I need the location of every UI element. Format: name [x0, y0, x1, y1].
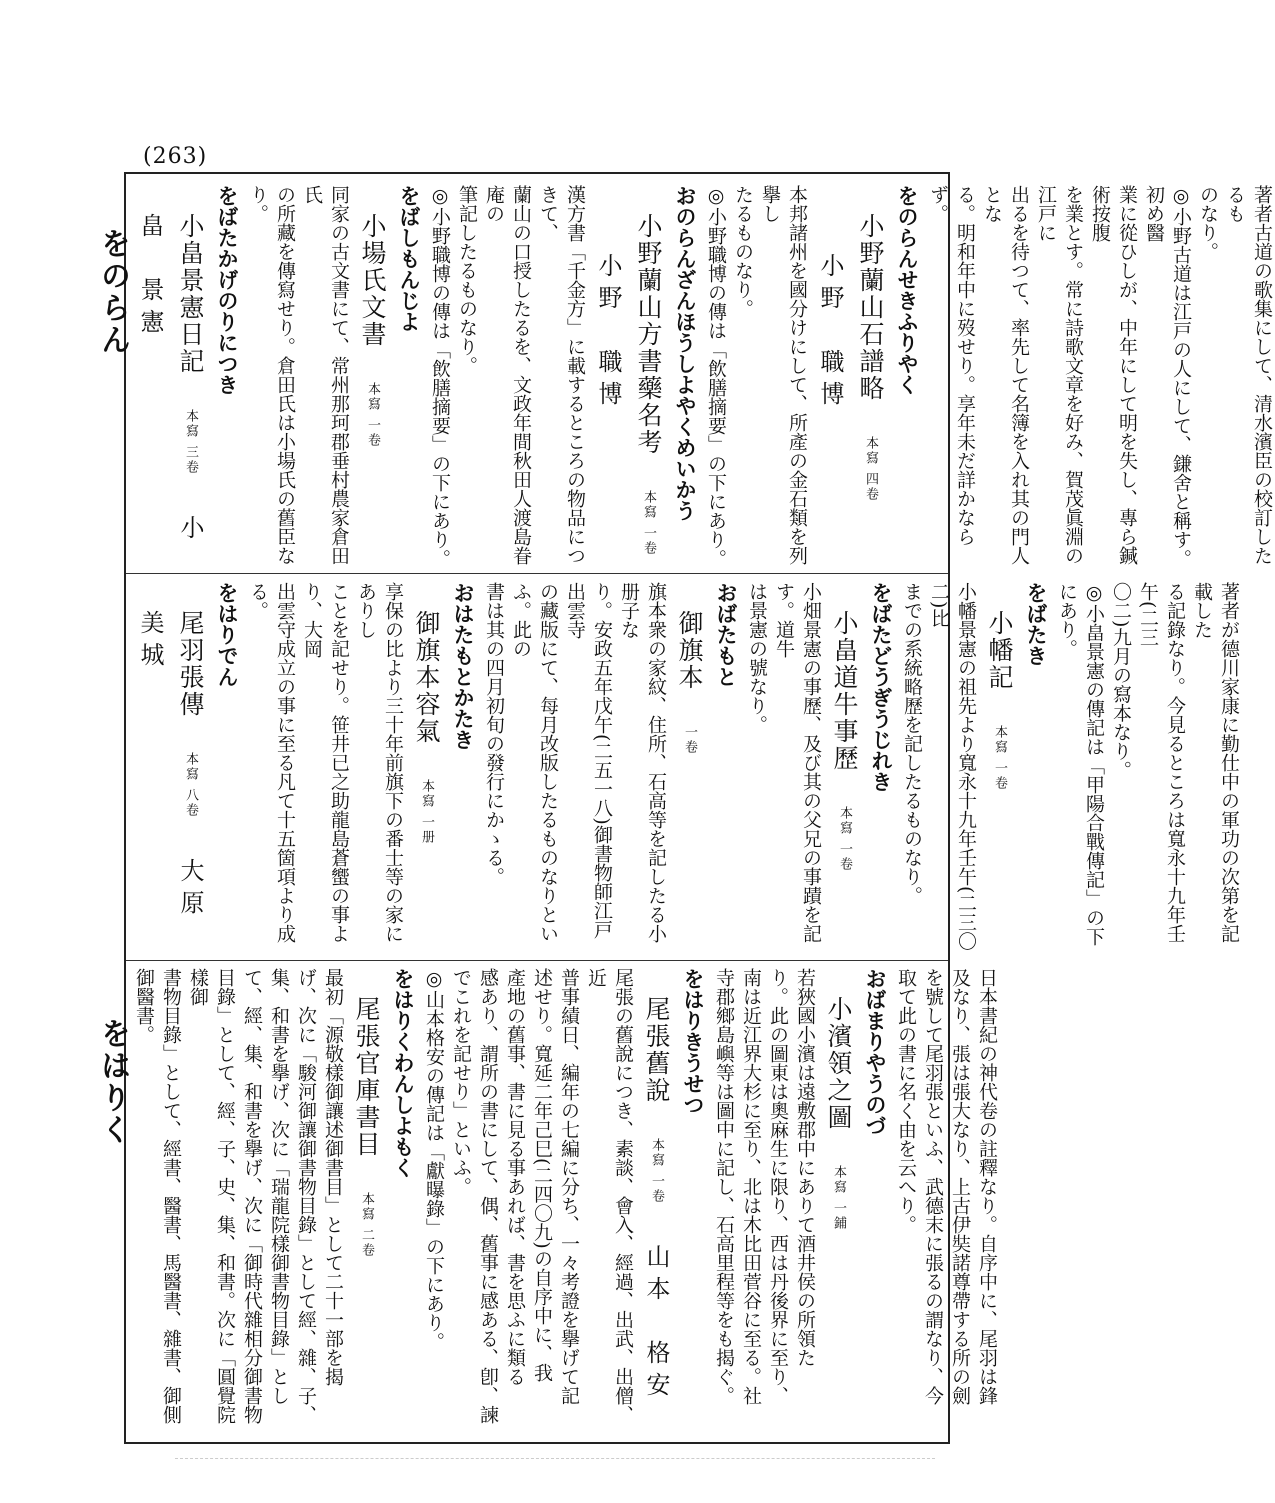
- text: おのらんざんほうしよやくめいかう: [673, 185, 698, 521]
- entry-title: 小野蘭山方書藥名考: [634, 213, 663, 456]
- text: をのらんせきふりやく: [895, 185, 920, 395]
- text: て、經、集、和書を擧げ、次に「御時代雜相分御書物: [241, 968, 263, 1424]
- entry-title-line: [130, 582, 210, 956]
- body-text-line: [555, 968, 582, 1438]
- text: ことを記せり。笹井已之助龍島蒼蠁の事より、大岡: [301, 582, 350, 943]
- body-text-line: [453, 185, 480, 569]
- text: をばたかげのりにつき: [215, 185, 240, 395]
- body-text-line: [480, 185, 534, 569]
- body-text-line: [756, 185, 810, 569]
- body-text-line: [770, 582, 824, 956]
- margin-index-top: をのらん: [95, 228, 130, 356]
- body-text-line: [924, 185, 978, 569]
- body-text-line: [743, 582, 770, 956]
- body-text-line: [615, 582, 669, 956]
- body-text-line: [1188, 582, 1242, 956]
- body-text-line: [729, 185, 756, 569]
- entry-title-line: [818, 968, 858, 1438]
- entry-title: 小場氏文書: [358, 213, 387, 348]
- text: 最初「源敬樣御讓述御書目」として二十一部を揭: [322, 968, 344, 1386]
- text: 及なり、張は張大なり、上古伊奘諾尊帶する所の劍: [949, 968, 971, 1405]
- entry-reading-heading: [890, 185, 924, 569]
- body-text-line: [244, 185, 298, 569]
- body-text-line: [474, 968, 501, 1438]
- text: のなり。: [1197, 185, 1219, 261]
- entry-author: 大原 美城: [136, 610, 204, 955]
- entry-reading-heading: [676, 968, 710, 1438]
- text: 日本書紀の神代卷の註釋なり。自序中に、尾羽は鋒: [976, 968, 998, 1405]
- body-text-line: [1107, 582, 1134, 956]
- text: 享保の比より三十年前旗下の番士等の家にありし: [355, 582, 404, 943]
- entry-reading-heading: [864, 582, 898, 956]
- text: 同家の古文書にて、常州那珂郡垂村農家倉田氏: [301, 185, 350, 565]
- entry-title-line: [979, 582, 1019, 956]
- text: までの系統略歷を記したるものなり。: [901, 582, 923, 905]
- body-text-line: [480, 582, 507, 956]
- text: をばしもんじよ: [397, 185, 422, 332]
- entry-reading-heading: [1019, 582, 1053, 956]
- entry-format: 本寫 八卷: [183, 752, 198, 819]
- text: ◎山本格安の傳記は「獻曝錄」の下にあり。: [423, 968, 445, 1351]
- text: ◎小野古道は江戸の人にして、鎌舍と稱す。初め醫: [1143, 185, 1192, 568]
- section-middle: [130, 582, 1240, 956]
- text: 小幡景憲の祖先より寬永十九年壬午(二三〇二)比: [928, 582, 977, 951]
- text: 著者古道の歌集にして、清水濱臣の校訂したるも: [1224, 185, 1273, 565]
- entry-reading-heading: [392, 185, 426, 569]
- entry-format: 一卷: [682, 725, 697, 755]
- section-divider: [126, 960, 948, 961]
- text: 蘭山の口授したるを、文政年間秋田人渡島眷庵の: [483, 185, 532, 565]
- body-text-line: [973, 968, 1000, 1438]
- text: をばたどうぎうじれき: [869, 582, 894, 792]
- text: 取て此の書に名く由を云へり。: [895, 968, 917, 1234]
- entry-title-line: [669, 582, 709, 956]
- text: 寺郡鄉島嶼等は圖中に記し、石高里程等をも揭ぐ。: [713, 968, 735, 1405]
- body-text-line: [501, 968, 528, 1438]
- body-text-line: [352, 582, 406, 956]
- entry-format: 本寫 二卷: [359, 1192, 374, 1259]
- text: をはりくわんしよもく: [391, 968, 416, 1178]
- entry-title: 尾羽張傳: [176, 610, 205, 718]
- text: おはたもとかたき: [451, 582, 476, 750]
- text: る記錄なり。今見るところは寬永十九年壬午(二三: [1137, 582, 1186, 943]
- body-text-line: [130, 968, 184, 1438]
- body-text-line: [946, 968, 973, 1438]
- text: げ、次に「駿河御讓御書物目錄」として經、雜、子、: [295, 968, 317, 1424]
- body-text-line: [892, 968, 919, 1438]
- body-text-line: [534, 185, 588, 569]
- entry-author: 小畠 景憲: [136, 213, 204, 548]
- entry-format: 本寫 一鋪: [831, 1165, 846, 1232]
- text: たるものなり。: [732, 185, 754, 318]
- body-text-line: [1086, 185, 1140, 569]
- section-divider: [126, 573, 948, 574]
- text: をはりきうせつ: [681, 968, 706, 1115]
- text-column: [130, 968, 1000, 1438]
- text: 產地の舊事、書に見る事あれば、書を思ふに類る: [504, 968, 526, 1386]
- text: ◎小野職博の傳は「飲膳摘要」の下にあり。: [705, 185, 727, 568]
- entry-title-line: [352, 185, 392, 569]
- entry-title: 御旗本: [675, 610, 704, 691]
- text: ◎小畠景憲の傳記は「甲陽合戰傳記」の下にあり。: [1056, 582, 1105, 946]
- body-text-line: [702, 185, 729, 569]
- body-text-line: [1134, 582, 1188, 956]
- body-text-line: [561, 582, 615, 956]
- body-text-line: [238, 968, 265, 1438]
- body-text-line: [582, 968, 636, 1438]
- entry-reading-heading: [210, 582, 244, 956]
- body-text-line: [420, 968, 447, 1438]
- body-text-line: [265, 968, 292, 1438]
- text: おばまりやうのづ: [863, 968, 888, 1136]
- body-text-line: [426, 185, 453, 569]
- entry-title: 小畠景憲日記: [176, 213, 205, 375]
- entry-title: 小野蘭山石譜略: [856, 213, 885, 402]
- entry-format: 本寫 一卷: [992, 725, 1007, 792]
- text: 若狹國小濱は遠敷郡中にありて酒井侯の所領た: [794, 968, 816, 1367]
- text: でこれを記せり」といふ。: [450, 968, 472, 1196]
- text: の所藏を傳寫せり。倉田氏は小場氏の舊臣なり。: [247, 185, 296, 565]
- margin-index-bottom: をはりく: [95, 1018, 130, 1146]
- entry-title-line: [588, 185, 668, 569]
- body-text-line: [1140, 185, 1194, 569]
- text: の藏版にて、每月改版したるものなりといふ。此の: [510, 582, 559, 943]
- entry-author: 小野 職博: [594, 253, 622, 413]
- entry-title: 小幡記: [985, 610, 1014, 691]
- text: をばたき: [1024, 582, 1049, 666]
- entry-format: 本寫 四卷: [863, 436, 878, 503]
- section-top: [130, 185, 1273, 569]
- body-text-line: [244, 582, 298, 956]
- entry-format: 本寫 三卷: [183, 409, 198, 476]
- body-text-line: [298, 185, 352, 569]
- text: を業とす。常に詩歌文章を好み、賀茂眞淵の江戸に: [1035, 185, 1084, 565]
- body-text-line: [978, 185, 1032, 569]
- text: 普事績日、編年の七編に分ち、一々考證を擧げて記: [558, 968, 580, 1405]
- text: 出雲守成立の事に至る凡て十五箇項より成る。: [247, 582, 296, 943]
- text: 書は其の四月初旬の發行にかゝる。: [483, 582, 505, 886]
- entry-title-line: [130, 185, 210, 569]
- entry-format: 本寫 一册: [419, 779, 434, 846]
- body-text-line: [319, 968, 346, 1438]
- page-number: (263): [143, 144, 208, 169]
- body-text-line: [710, 968, 737, 1438]
- entry-author: 山本 格安: [642, 1244, 670, 1405]
- text: 感あり、謂所の書にして、偶、舊事に感ある、卽、諫: [477, 968, 499, 1424]
- entry-format: 本寫 一卷: [837, 806, 852, 873]
- text: 〇二)九月の寫本なり。: [1110, 582, 1132, 780]
- text: おばたもと: [714, 582, 739, 687]
- entry-title: 小濱領之圖: [824, 996, 853, 1131]
- body-text-line: [791, 968, 818, 1438]
- body-text-line: [919, 968, 946, 1438]
- text: る。明和年中に歿せり。享年未だ詳かならず。: [927, 185, 976, 546]
- body-text-line: [1194, 185, 1221, 569]
- text: をはりでん: [215, 582, 240, 687]
- text: 目錄」として、經、子、史、集、和書。次に「圓覺院樣御: [187, 968, 236, 1424]
- body-text-line: [925, 582, 979, 956]
- entry-title: 尾張舊說: [642, 996, 671, 1104]
- body-text-line: [737, 968, 764, 1438]
- text: 漢方書「千金方」に載するところの物品につきて、: [537, 185, 586, 565]
- entry-title-line: [810, 185, 890, 569]
- text: 本邦諸州を國分けにして、所產の金石類を列擧し: [759, 185, 808, 565]
- body-text-line: [898, 582, 925, 956]
- entry-title-line: [406, 582, 446, 956]
- body-text-line: [1053, 582, 1107, 956]
- entry-format: 本寫 一卷: [365, 382, 380, 449]
- body-text-line: [292, 968, 319, 1438]
- section-bottom: [130, 968, 998, 1438]
- text: り。此の圖東は奧麻生に限り、西は丹後界に至り、: [767, 968, 789, 1405]
- text-column: [130, 582, 1242, 956]
- text: は景憲の號なり。: [746, 582, 768, 734]
- footer-rule: [175, 1458, 935, 1459]
- text: 筆記したるものなり。: [456, 185, 478, 375]
- text: 南は近江界大杉に至り、北は木比田菅谷に至る。社: [740, 968, 762, 1405]
- body-text-line: [764, 968, 791, 1438]
- text: 業に從ひしが、中年にして明を失し、專ら鍼術按腹: [1089, 185, 1138, 565]
- body-text-line: [447, 968, 474, 1438]
- entry-title-line: [636, 968, 676, 1438]
- entry-title-line: [346, 968, 386, 1438]
- entry-reading-heading: [668, 185, 702, 569]
- entry-format: 本寫 一卷: [641, 490, 656, 557]
- text: 出るを待つて、率先して名簿を入れ其の門人とな: [981, 185, 1030, 565]
- entry-reading-heading: [386, 968, 420, 1438]
- entry-title: 尾張官庫書目: [352, 996, 381, 1158]
- text: 書物目錄」として、經書、醫書、馬醫書、雜書、御側御醫書。: [133, 968, 182, 1424]
- text: 著者が德川家康に勤仕中の軍功の次第を記載した: [1191, 582, 1240, 943]
- text: 小畑景憲の事歷、及び其の父兄の事蹟を記す。道牛: [773, 582, 822, 943]
- body-text-line: [528, 968, 555, 1438]
- entry-author: 小野 職博: [816, 253, 844, 413]
- text: 旗本衆の家紋、住所、石高等を記したる小册子な: [618, 582, 667, 943]
- body-text-line: [184, 968, 238, 1438]
- entry-title: 御旗本容氣: [412, 610, 441, 745]
- entry-reading-heading: [210, 185, 244, 569]
- text: ◎小野職博の傳は「飲膳摘要」の下にあり。: [429, 185, 451, 568]
- body-text-line: [1032, 185, 1086, 569]
- text: 述せり。寬延二年己巳(二四〇九)の自序中に、我: [531, 968, 553, 1382]
- body-text-line: [298, 582, 352, 956]
- entry-format: 本寫 一卷: [649, 1138, 664, 1205]
- entry-title: 小畠道牛事歷: [830, 610, 859, 772]
- entry-reading-heading: [858, 968, 892, 1438]
- body-text-line: [507, 582, 561, 956]
- text: り。安政五年戊午(二五一八)御書物師江戸出雲寺: [564, 582, 613, 939]
- entry-reading-heading: [709, 582, 743, 956]
- body-text-line: [1221, 185, 1275, 569]
- text: を號して尾羽張といふ、武德末に張るの謂なり、今: [922, 968, 944, 1405]
- text: 集、和書を擧げ、次に「瑞龍院樣御書物目錄」とし: [268, 968, 290, 1405]
- text: 尾張の舊說につき、素談、會入、經過、出武、出僧、近: [585, 968, 634, 1424]
- entry-reading-heading: [446, 582, 480, 956]
- entry-title-line: [824, 582, 864, 956]
- text-column: [130, 185, 1275, 569]
